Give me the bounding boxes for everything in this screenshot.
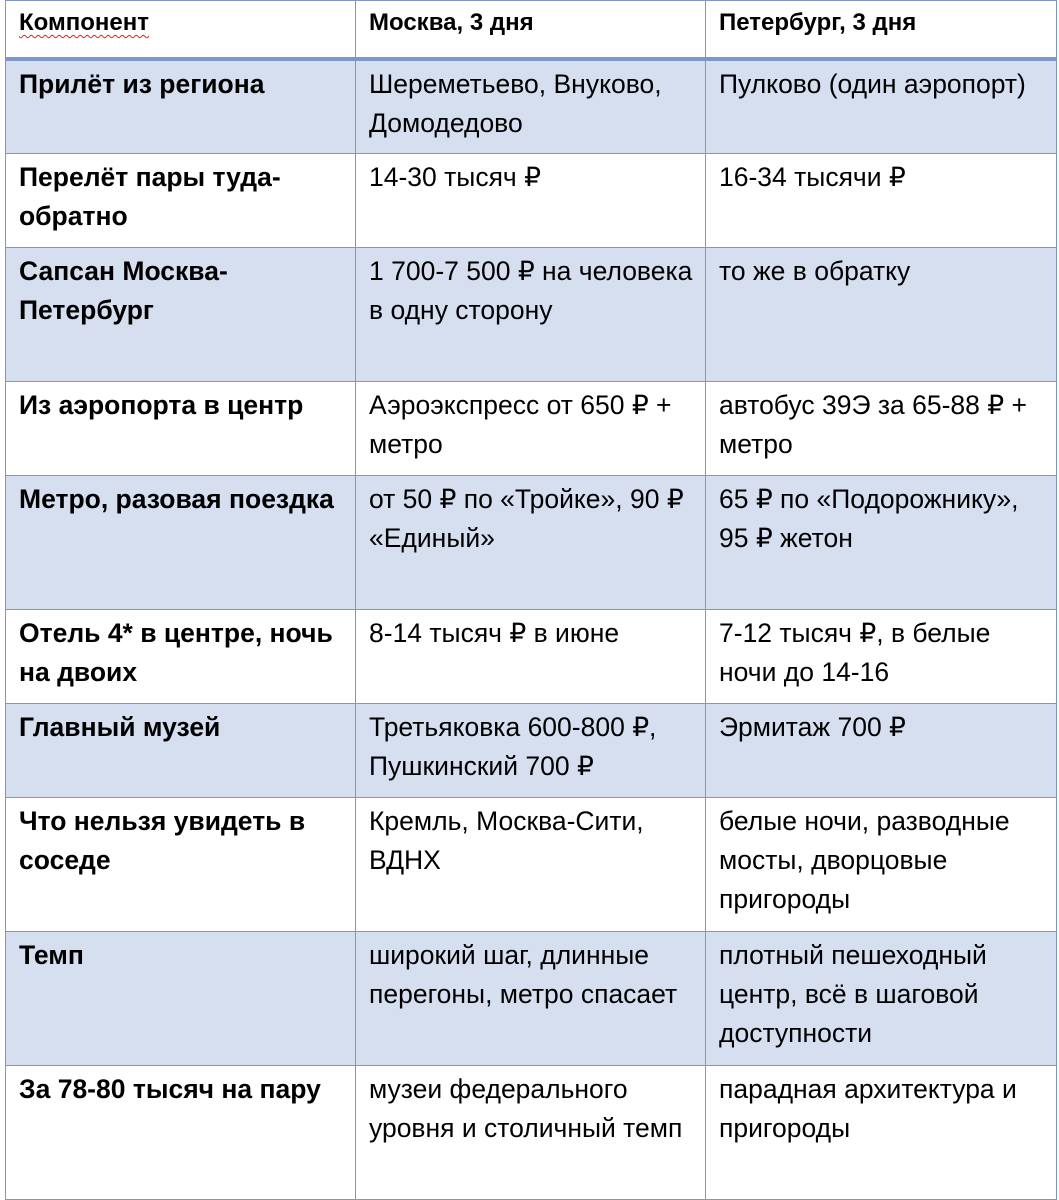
table-header xyxy=(6,1,1057,60)
table-row xyxy=(6,797,1057,931)
table-row xyxy=(6,931,1057,1065)
table-row xyxy=(6,59,1057,153)
row-label: Сапсан Москва-Петербург xyxy=(6,247,356,381)
cell-moscow: Аэроэкспресс от 650 ₽ + метро xyxy=(356,381,706,475)
table-row xyxy=(6,153,1057,247)
table-row xyxy=(6,247,1057,381)
table-body xyxy=(6,59,1057,1199)
cell-petersburg: белые ночи, разводные мосты, дворцовые пригороды xyxy=(706,797,1057,931)
row-label: Метро, разовая поездка xyxy=(6,475,356,609)
header-cell-component xyxy=(6,1,356,60)
cell-moscow: Третьяковка 600-800 ₽, Пушкинский 700 ₽ xyxy=(356,703,706,797)
table-row xyxy=(6,1065,1057,1199)
cell-moscow: 14-30 тысяч ₽ xyxy=(356,153,706,247)
table-row xyxy=(6,381,1057,475)
row-label: Что нельзя увидеть в соседе xyxy=(6,797,356,931)
cell-moscow: 8-14 тысяч ₽ в июне xyxy=(356,609,706,703)
cell-petersburg: автобус 39Э за 65-88 ₽ + метро xyxy=(706,381,1057,475)
cell-moscow: широкий шаг, длинные перегоны, метро спасает xyxy=(356,931,706,1065)
table-row xyxy=(6,703,1057,797)
table-row xyxy=(6,475,1057,609)
header-cell-petersburg: Петербург, 3 дня xyxy=(706,1,1057,60)
table-row xyxy=(6,609,1057,703)
cell-moscow: музеи федерального уровня и столичный темп xyxy=(356,1065,706,1199)
cell-petersburg: плотный пешеходный центр, всё в шаговой доступности xyxy=(706,931,1057,1065)
row-label: Темп xyxy=(6,931,356,1065)
cell-petersburg: Эрмитаж 700 ₽ xyxy=(706,703,1057,797)
row-label: Отель 4* в центре, ночь на двоих xyxy=(6,609,356,703)
row-label: Главный музей xyxy=(6,703,356,797)
cell-petersburg: то же в обратку xyxy=(706,247,1057,381)
header-cell-moscow: Москва, 3 дня xyxy=(356,1,706,60)
comparison-table xyxy=(5,0,1057,1200)
cell-petersburg: парадная архитектура и пригороды xyxy=(706,1065,1057,1199)
cell-petersburg: Пулково (один аэропорт) xyxy=(706,59,1057,153)
cell-moscow: Шереметьево, Внуково, Домодедово xyxy=(356,59,706,153)
row-label: Прилёт из региона xyxy=(6,59,356,153)
row-label: Из аэропорта в центр xyxy=(6,381,356,475)
row-label: Перелёт пары туда-обратно xyxy=(6,153,356,247)
cell-moscow: от 50 ₽ по «Тройке», 90 ₽ «Единый» xyxy=(356,475,706,609)
cell-petersburg: 7-12 тысяч ₽, в белые ночи до 14-16 xyxy=(706,609,1057,703)
header-row xyxy=(6,1,1057,60)
header-component-label: Компонент xyxy=(19,9,149,36)
cell-moscow: Кремль, Москва-Сити, ВДНХ xyxy=(356,797,706,931)
cell-moscow: 1 700-7 500 ₽ на человека в одну сторону xyxy=(356,247,706,381)
row-label: За 78-80 тысяч на пару xyxy=(6,1065,356,1199)
cell-petersburg: 65 ₽ по «Подорожнику», 95 ₽ жетон xyxy=(706,475,1057,609)
cell-petersburg: 16-34 тысячи ₽ xyxy=(706,153,1057,247)
